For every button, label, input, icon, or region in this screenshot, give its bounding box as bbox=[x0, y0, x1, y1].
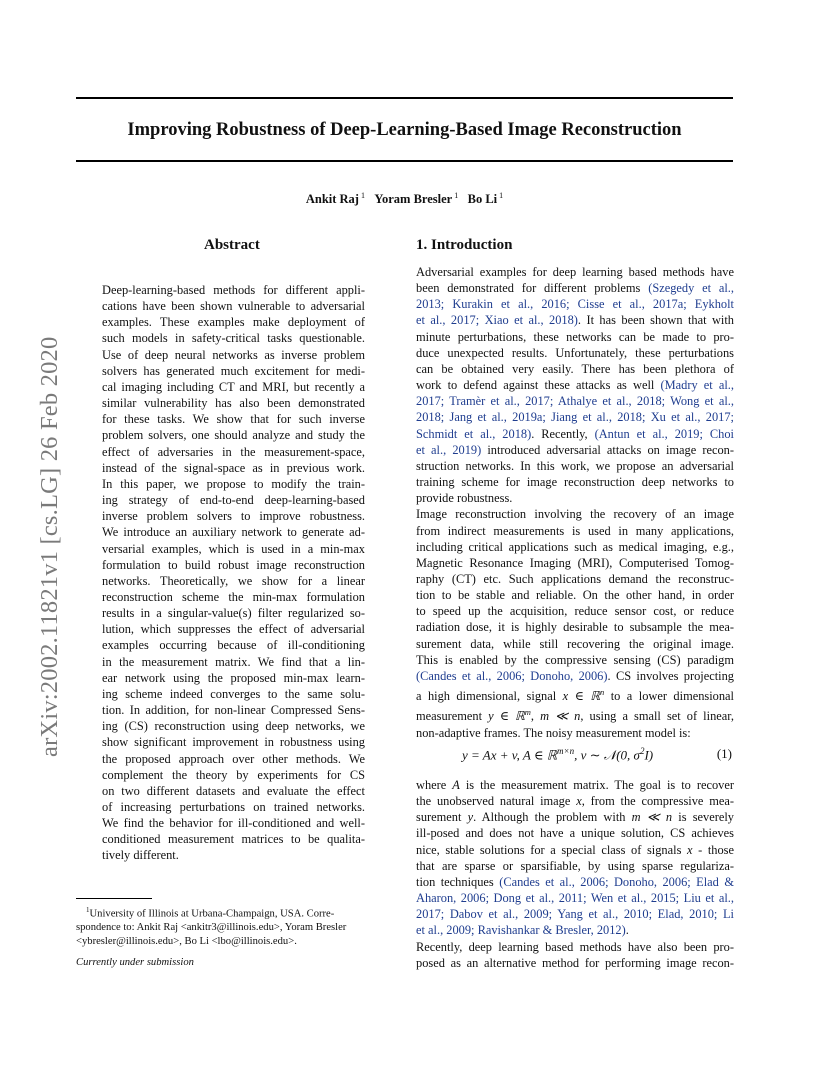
abstract-line: Use of deep neural networks as inverse problem bbox=[102, 347, 365, 362]
text-line bbox=[416, 684, 734, 704]
text-run: , using a small set of linear, bbox=[580, 709, 734, 724]
text-line bbox=[416, 523, 734, 539]
text-run: . It has been shown that with bbox=[577, 313, 734, 328]
text-run: Adversarial examples for deep learning based methods have bbox=[416, 265, 734, 279]
citation-link[interactable]: 2013; Kurakin et al., 2016; Cisse et al., 2017a; Eykholt bbox=[416, 297, 734, 312]
citation-link[interactable]: 2017; Tramèr et al., 2017; Athalye et al., 2018; Wong et al., bbox=[416, 394, 734, 409]
text-line bbox=[416, 825, 734, 841]
text-line bbox=[416, 939, 734, 955]
author-affiliation-mark: 1 bbox=[358, 191, 365, 200]
text-run: to speed up the acquisition, reduce sensor cost, or reduce bbox=[416, 604, 734, 619]
text-line bbox=[416, 858, 734, 874]
abstract-line: show significant improvement in robustness using bbox=[102, 735, 365, 750]
text-run: introduced adversarial attacks on image recon- bbox=[481, 442, 734, 457]
paper-title: Improving Robustness of Deep-Learning-Based Image Reconstruction bbox=[127, 120, 682, 140]
text-run: provide robustness. bbox=[416, 491, 513, 506]
citation-link[interactable]: (Antun et al., 2019; Choi bbox=[594, 426, 734, 441]
text-run: struction networks. In this work, we propose an adversarial bbox=[416, 458, 734, 473]
introduction-body-part1 bbox=[416, 264, 734, 741]
abstract-body bbox=[102, 282, 365, 864]
text-line bbox=[416, 426, 734, 442]
text-run: tion to be stable and reliable. On the other hand, in order bbox=[416, 588, 734, 603]
text-run: Recently, deep learning based methods have also been pro- bbox=[416, 939, 734, 954]
text-run: Magnetic Resonance Imaging (MRI), Computerised Tomog- bbox=[416, 555, 734, 570]
text-run: minute perturbations, these networks can be made to pro- bbox=[416, 329, 734, 344]
math-symbol: m ≪ n bbox=[631, 810, 673, 825]
text-line bbox=[416, 506, 734, 522]
text-line bbox=[416, 652, 734, 668]
citation-link[interactable]: Aharon, 2006; Dong et al., 2011; Wen et al., 2015; Liu et al., bbox=[416, 891, 734, 906]
citation-link[interactable]: et al., 2009; Ravishankar & Bresler, 2012) bbox=[416, 923, 626, 938]
footnote-text: spondence to: Ankit Raj <ankitr3@illinois.edu>, Yoram Bresler bbox=[76, 922, 347, 934]
text-run: - those bbox=[692, 842, 734, 857]
text-run: . bbox=[625, 923, 629, 938]
text-run: duce unexpected results. Unfortunately, these perturbations bbox=[416, 345, 734, 360]
text-line bbox=[416, 474, 734, 490]
text-run: to a lower dimensional bbox=[604, 689, 734, 704]
abstract-heading: Abstract bbox=[204, 237, 260, 253]
abstract-line: complement the theory by experiments for CS bbox=[102, 767, 365, 782]
abstract-line: solvers has generated much excitement for medi- bbox=[102, 363, 365, 378]
author-name: Ankit Raj bbox=[305, 192, 359, 207]
abstract-line: results in a singular-value(s) filter regularized so- bbox=[102, 606, 365, 621]
text-line bbox=[416, 704, 734, 724]
text-line bbox=[416, 377, 734, 393]
equation-expression: y = Ax + v, A ∈ ℝ$^{m\times n}$, v ∼ 𝒩(0, $\sigma^2I$) bbox=[462, 746, 654, 763]
footnote-line bbox=[76, 904, 366, 921]
equation-number: (1) bbox=[716, 746, 732, 761]
abstract-line: We find the behavior for ill-conditioned and well- bbox=[102, 816, 365, 831]
text-run: training scheme for image reconstruction deep networks to bbox=[416, 475, 734, 490]
text-run: work to defend against these attacks as well bbox=[416, 378, 661, 393]
math-symbol: m ≪ n bbox=[540, 709, 581, 724]
abstract-line: instead of the signal-space as in previous work. bbox=[102, 460, 365, 475]
text-line bbox=[416, 361, 734, 377]
text-run: This is enabled by the compressive sensing (CS) paradigm bbox=[416, 652, 734, 667]
text-run: is the measurement matrix. The goal is to recover bbox=[459, 778, 734, 792]
text-line bbox=[416, 345, 734, 361]
citation-link[interactable]: (Candes et al., 2006; Donoho, 2006) bbox=[416, 668, 608, 683]
text-line bbox=[416, 329, 734, 345]
math-symbol: x bbox=[576, 794, 582, 809]
text-run: surement bbox=[416, 810, 468, 825]
math-superscript: n bbox=[600, 687, 605, 698]
submission-note: Currently under submission bbox=[76, 957, 194, 968]
affiliation-footnote bbox=[76, 904, 366, 948]
abstract-line: cal imaging including CT and MRI, but recently a bbox=[102, 379, 365, 394]
citation-link[interactable]: (Szegedy et al., bbox=[648, 281, 734, 296]
text-run: the unobserved natural image bbox=[416, 794, 577, 809]
citation-link[interactable]: (Candes et al., 2006; Donoho, 2006; Elad & bbox=[499, 874, 734, 889]
text-line bbox=[416, 777, 734, 793]
abstract-line: inverse problem solvers to improve robustness. bbox=[102, 509, 365, 524]
text-line bbox=[416, 619, 734, 635]
text-line bbox=[416, 587, 734, 603]
abstract-line: We introduce an auxiliary network to generate ad- bbox=[102, 525, 365, 540]
abstract-line: cations have been shown vulnerable to adversarial bbox=[102, 299, 365, 314]
author-affiliation-mark: 1 bbox=[497, 191, 504, 200]
text-line bbox=[416, 793, 734, 809]
text-run: . Recently, bbox=[531, 426, 595, 441]
text-line bbox=[416, 393, 734, 409]
abstract-line: ing strategy of end-to-end deep-learning-based bbox=[102, 493, 365, 508]
abstract-line: Deep-learning-based methods for different appli- bbox=[102, 283, 365, 297]
math-superscript: m bbox=[524, 707, 531, 718]
text-run: tion techniques bbox=[416, 874, 500, 889]
text-run: Image reconstruction involving the recovery of an image bbox=[416, 507, 734, 522]
abstract-line: In this paper, we propose to modify the train- bbox=[102, 476, 365, 491]
citation-link[interactable]: 2018; Jang et al., 2019a; Jiang et al., 2018; Xu et al., 2017; bbox=[416, 410, 734, 425]
footnote-mark: 1 bbox=[86, 906, 90, 914]
author-affiliation-mark: 1 bbox=[452, 191, 459, 200]
abstract-line: ing (CS) reconstruction using deep networks, we bbox=[102, 719, 365, 734]
math-symbol: A bbox=[452, 778, 460, 792]
text-run: that are sparse or sparsifiable, by using sparse regulariza- bbox=[416, 858, 734, 873]
footnote-line bbox=[76, 935, 366, 949]
text-line bbox=[416, 312, 734, 328]
footnote-line bbox=[76, 921, 366, 935]
author-name: Yoram Bresler bbox=[374, 192, 453, 207]
citation-link[interactable]: et al., 2019) bbox=[416, 442, 482, 457]
abstract-line: such models in safety-critical tasks questionable. bbox=[102, 331, 365, 346]
text-run: non-adaptive frames. The noisy measurement model is: bbox=[416, 725, 691, 740]
text-run: raphy (CT) etc. Such applications demand the reconstruc- bbox=[416, 571, 734, 586]
text-run: surement data, while still recovering the original image. bbox=[416, 636, 734, 651]
text-line bbox=[416, 906, 734, 922]
math-symbol: x ∈ ℝ bbox=[562, 689, 601, 704]
abstract-line: effect of adversaries in the measurement-space, bbox=[102, 444, 365, 459]
text-run: . Although the problem with bbox=[473, 810, 632, 825]
citation-link[interactable]: et al., 2017; Xiao et al., 2018) bbox=[416, 313, 578, 328]
math-symbol: x bbox=[687, 842, 693, 857]
text-run: , from the compressive mea- bbox=[581, 794, 734, 809]
text-line bbox=[416, 571, 734, 587]
math-symbol: y bbox=[467, 810, 474, 825]
text-line bbox=[416, 890, 734, 906]
footnote-text: University of Illinois at Urbana-Champaign, USA. Corre- bbox=[89, 908, 335, 920]
text-run: from indirect measurements is used in many applications, bbox=[416, 523, 734, 538]
introduction-heading: 1. Introduction bbox=[416, 237, 513, 253]
abstract-line: examples occurring because of ill-conditioning bbox=[102, 638, 365, 653]
text-run: been demonstrated for different problems bbox=[416, 281, 649, 296]
footnote-rule bbox=[76, 898, 152, 899]
abstract-line: in the measurement matrix. We find that a lin- bbox=[102, 654, 365, 669]
author-name: Bo Li bbox=[467, 192, 498, 207]
footnote-text: <ybresler@illinois.edu>, Bo Li <lbo@illinois.edu>. bbox=[76, 935, 297, 947]
text-line bbox=[416, 458, 734, 474]
abstract-line: problem solvers, one should analyze and study the bbox=[102, 428, 365, 443]
text-line bbox=[416, 922, 734, 938]
text-run: is severely bbox=[672, 810, 734, 825]
text-line bbox=[416, 725, 734, 741]
text-line bbox=[416, 280, 734, 296]
abstract-line: tively different. bbox=[102, 848, 179, 863]
text-run: where bbox=[416, 778, 453, 792]
text-line bbox=[416, 668, 734, 684]
text-run: can be obtained very easily. There has been plethora of bbox=[416, 361, 734, 376]
abstract-line: for these tasks. We show that for such inverse bbox=[102, 412, 365, 427]
abstract-line: on two different datasets and evaluate the effect bbox=[102, 783, 365, 798]
text-line bbox=[416, 409, 734, 425]
text-line bbox=[416, 809, 734, 825]
text-line bbox=[416, 539, 734, 555]
abstract-line: examples. These examples make deployment of bbox=[102, 315, 365, 330]
abstract-line: tion. In addition, for non-linear Compressed Sens- bbox=[102, 703, 365, 718]
abstract-line: reconstruction scheme the min-max formulation bbox=[102, 589, 365, 604]
text-run: posed as an alternative method for performing image recon- bbox=[416, 955, 734, 970]
text-line bbox=[416, 636, 734, 652]
abstract-line: ear network using the proposed min-max learn- bbox=[102, 670, 365, 685]
citation-link[interactable]: (Madry et al., bbox=[660, 378, 734, 393]
text-run: ill-posed and does not have a unique solution, CS achieves bbox=[416, 826, 734, 841]
abstract-line: of increasing perturbations on trained networks. bbox=[102, 800, 365, 814]
text-run: , bbox=[530, 709, 541, 724]
text-line bbox=[416, 442, 734, 458]
citation-link[interactable]: Schmidt et al., 2018) bbox=[416, 426, 532, 441]
abstract-line: similar vulnerability has also been demonstrated bbox=[102, 396, 365, 411]
text-line bbox=[416, 555, 734, 571]
abstract-line: conditioned measurement matrices to be qualita- bbox=[102, 832, 365, 847]
text-line bbox=[416, 842, 734, 858]
text-run: nice, stable solutions for a special class of signals bbox=[416, 842, 687, 857]
text-line bbox=[416, 874, 734, 890]
text-run: . CS involves projecting bbox=[607, 668, 734, 683]
text-line bbox=[416, 490, 734, 506]
abstract-line: formulation to build robust image reconstruction bbox=[102, 557, 365, 572]
citation-link[interactable]: 2017; Dabov et al., 2009; Yang et al., 2010; Elad, 2010; Li bbox=[416, 907, 734, 922]
abstract-line: the proposed approach over other methods. We bbox=[102, 751, 365, 766]
text-run: radiation dose, it is highly desirable to subsample the mea- bbox=[416, 620, 734, 635]
math-symbol: y ∈ ℝ bbox=[488, 709, 525, 724]
title-top-rule bbox=[76, 97, 733, 99]
author-list bbox=[76, 191, 733, 207]
text-run: a high dimensional, signal bbox=[416, 689, 563, 704]
text-line bbox=[416, 296, 734, 312]
text-line bbox=[416, 955, 734, 971]
introduction-body-part2 bbox=[416, 777, 734, 971]
text-line bbox=[416, 603, 734, 619]
text-run: including critical applications such as medical imaging, e.g., bbox=[416, 539, 734, 554]
text-run: measurement bbox=[416, 709, 489, 724]
title-bottom-rule bbox=[76, 160, 733, 162]
abstract-line: networks. Theoretically, we show for a linear bbox=[102, 573, 365, 588]
arxiv-stamp: arXiv:2002.11821v1 [cs.LG] 26 Feb 2020 bbox=[36, 336, 63, 757]
text-line bbox=[416, 264, 734, 280]
abstract-line: versarial examples, which is used in a min-max bbox=[102, 541, 365, 556]
abstract-line: lution, which suppresses the effect of adversarial bbox=[102, 622, 365, 637]
abstract-line: ing scheme indeed converges to the same solu- bbox=[102, 686, 365, 701]
